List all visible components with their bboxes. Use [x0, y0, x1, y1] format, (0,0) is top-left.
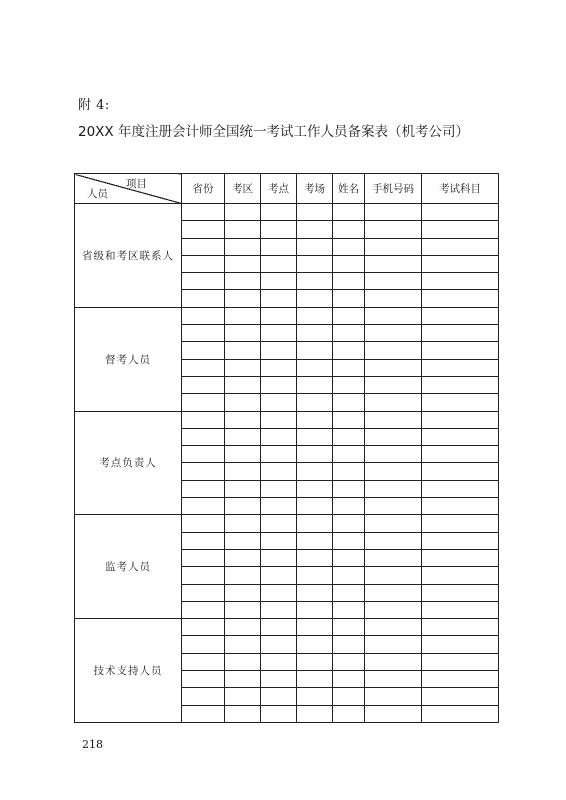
table-cell[interactable] — [261, 359, 297, 376]
table-cell[interactable] — [365, 411, 422, 428]
table-cell[interactable] — [225, 307, 261, 324]
table-cell[interactable] — [225, 238, 261, 255]
table-cell[interactable] — [365, 238, 422, 255]
table-cell[interactable] — [225, 463, 261, 480]
page-number: 218 — [82, 738, 103, 751]
table-cell[interactable] — [365, 619, 422, 636]
table-cell[interactable] — [225, 255, 261, 272]
table-cell[interactable] — [182, 671, 225, 688]
table-cell[interactable] — [333, 221, 365, 238]
table-cell[interactable] — [297, 255, 333, 272]
table-cell[interactable] — [333, 601, 365, 618]
table-cell[interactable] — [225, 653, 261, 670]
column-header-exam-region: 考区 — [225, 174, 261, 204]
table-cell[interactable] — [182, 653, 225, 670]
table-cell[interactable] — [365, 204, 422, 221]
table-cell[interactable] — [365, 515, 422, 532]
table-cell[interactable] — [297, 653, 333, 670]
table-cell[interactable] — [333, 307, 365, 324]
table-cell[interactable] — [225, 705, 261, 722]
table-cell[interactable] — [261, 273, 297, 290]
table-cell[interactable] — [182, 636, 225, 653]
table-cell[interactable] — [365, 480, 422, 497]
table-cell[interactable] — [261, 601, 297, 618]
table-cell[interactable] — [182, 325, 225, 342]
table-row — [75, 515, 499, 532]
table-cell[interactable] — [182, 463, 225, 480]
table-cell[interactable] — [297, 619, 333, 636]
table-cell[interactable] — [261, 238, 297, 255]
table-cell[interactable] — [365, 601, 422, 618]
table-cell[interactable] — [182, 221, 225, 238]
group-label-cell: 考点负责人 — [75, 411, 182, 515]
table-cell[interactable] — [182, 359, 225, 376]
table-cell[interactable] — [261, 221, 297, 238]
table-cell[interactable] — [182, 290, 225, 307]
table-cell[interactable] — [422, 204, 499, 221]
table-cell[interactable] — [182, 255, 225, 272]
table-cell[interactable] — [333, 204, 365, 221]
table-cell[interactable] — [422, 567, 499, 584]
table-cell[interactable] — [225, 619, 261, 636]
table-cell[interactable] — [297, 601, 333, 618]
staff-registration-table — [74, 173, 499, 723]
table-cell[interactable] — [365, 359, 422, 376]
table-cell[interactable] — [365, 376, 422, 393]
table-cell[interactable] — [365, 446, 422, 463]
table-cell[interactable] — [297, 359, 333, 376]
table-cell[interactable] — [261, 515, 297, 532]
table-cell[interactable] — [225, 411, 261, 428]
table-cell[interactable] — [297, 584, 333, 601]
table-cell[interactable] — [261, 325, 297, 342]
table-cell[interactable] — [365, 394, 422, 411]
table-cell[interactable] — [261, 411, 297, 428]
table-cell[interactable] — [422, 307, 499, 324]
table-cell[interactable] — [225, 221, 261, 238]
table-cell[interactable] — [261, 671, 297, 688]
table-cell[interactable] — [261, 653, 297, 670]
table-cell[interactable] — [297, 688, 333, 705]
table-cell[interactable] — [182, 515, 225, 532]
table-cell[interactable] — [422, 601, 499, 618]
table-cell[interactable] — [297, 636, 333, 653]
table-cell[interactable] — [182, 498, 225, 515]
table-cell[interactable] — [422, 515, 499, 532]
table-cell[interactable] — [422, 446, 499, 463]
table-cell[interactable] — [333, 463, 365, 480]
table-cell[interactable] — [261, 480, 297, 497]
table-cell[interactable] — [297, 671, 333, 688]
table-cell[interactable] — [225, 567, 261, 584]
table-cell[interactable] — [333, 325, 365, 342]
group-label-cell: 省级和考区联系人 — [75, 204, 182, 308]
table-cell[interactable] — [333, 636, 365, 653]
table-cell[interactable] — [422, 671, 499, 688]
column-header-phone: 手机号码 — [365, 174, 422, 204]
table-cell[interactable] — [225, 515, 261, 532]
table-cell[interactable] — [261, 376, 297, 393]
table-cell[interactable] — [333, 567, 365, 584]
table-cell[interactable] — [422, 359, 499, 376]
table-cell[interactable] — [261, 204, 297, 221]
table-cell[interactable] — [365, 636, 422, 653]
table-cell[interactable] — [182, 601, 225, 618]
table-cell[interactable] — [333, 394, 365, 411]
table-cell[interactable] — [365, 255, 422, 272]
table-cell[interactable] — [365, 342, 422, 359]
table-cell[interactable] — [422, 290, 499, 307]
table-cell[interactable] — [333, 446, 365, 463]
table-cell[interactable] — [422, 705, 499, 722]
table-cell[interactable] — [297, 705, 333, 722]
table-cell[interactable] — [297, 325, 333, 342]
table-cell[interactable] — [422, 221, 499, 238]
table-cell[interactable] — [182, 411, 225, 428]
table-cell[interactable] — [297, 446, 333, 463]
table-cell[interactable] — [225, 359, 261, 376]
table-cell[interactable] — [333, 619, 365, 636]
table-cell[interactable] — [297, 221, 333, 238]
table-cell[interactable] — [365, 567, 422, 584]
table-cell[interactable] — [422, 463, 499, 480]
table-cell[interactable] — [225, 376, 261, 393]
table-cell[interactable] — [182, 549, 225, 566]
table-cell[interactable] — [182, 480, 225, 497]
table-cell[interactable] — [225, 688, 261, 705]
table-cell[interactable] — [333, 705, 365, 722]
table-cell[interactable] — [333, 359, 365, 376]
table-cell[interactable] — [182, 705, 225, 722]
group-label-cell: 技术支持人员 — [75, 619, 182, 723]
table-cell[interactable] — [333, 428, 365, 445]
table-cell[interactable] — [182, 273, 225, 290]
table-cell[interactable] — [333, 255, 365, 272]
table-cell[interactable] — [333, 584, 365, 601]
table-cell[interactable] — [422, 342, 499, 359]
table-cell[interactable] — [261, 619, 297, 636]
table-cell[interactable] — [297, 549, 333, 566]
table-cell[interactable] — [261, 549, 297, 566]
table-cell[interactable] — [422, 376, 499, 393]
table-cell[interactable] — [297, 376, 333, 393]
table-cell[interactable] — [225, 290, 261, 307]
table-cell[interactable] — [225, 584, 261, 601]
table-cell[interactable] — [182, 376, 225, 393]
table-cell[interactable] — [182, 688, 225, 705]
table-cell[interactable] — [225, 204, 261, 221]
table-cell[interactable] — [261, 636, 297, 653]
table-cell[interactable] — [297, 498, 333, 515]
table-cell[interactable] — [182, 307, 225, 324]
table-header-row — [75, 174, 499, 204]
column-header-name: 姓名 — [333, 174, 365, 204]
table-cell[interactable] — [422, 584, 499, 601]
table-cell[interactable] — [333, 376, 365, 393]
table-cell[interactable] — [225, 273, 261, 290]
table-cell[interactable] — [422, 498, 499, 515]
table-cell[interactable] — [225, 446, 261, 463]
column-header-province: 省份 — [182, 174, 225, 204]
table-cell[interactable] — [297, 273, 333, 290]
table-cell[interactable] — [225, 342, 261, 359]
table-cell[interactable] — [261, 532, 297, 549]
table-cell[interactable] — [422, 394, 499, 411]
table-cell[interactable] — [297, 238, 333, 255]
table-cell[interactable] — [365, 221, 422, 238]
table-cell[interactable] — [182, 619, 225, 636]
table-cell[interactable] — [365, 463, 422, 480]
table-cell[interactable] — [422, 653, 499, 670]
table-cell[interactable] — [333, 411, 365, 428]
group-label-cell: 督考人员 — [75, 307, 182, 411]
table-cell[interactable] — [261, 446, 297, 463]
table-cell[interactable] — [422, 549, 499, 566]
table-cell[interactable] — [182, 532, 225, 549]
table-cell[interactable] — [261, 342, 297, 359]
table-cell[interactable] — [261, 463, 297, 480]
table-cell[interactable] — [333, 515, 365, 532]
table-cell[interactable] — [422, 325, 499, 342]
table-cell[interactable] — [182, 584, 225, 601]
table-cell[interactable] — [333, 273, 365, 290]
table-cell[interactable] — [182, 446, 225, 463]
table-cell[interactable] — [261, 688, 297, 705]
table-cell[interactable] — [422, 255, 499, 272]
table-cell[interactable] — [261, 255, 297, 272]
table-cell[interactable] — [297, 480, 333, 497]
table-cell[interactable] — [365, 671, 422, 688]
table-cell[interactable] — [422, 636, 499, 653]
table-cell[interactable] — [365, 498, 422, 515]
table-cell[interactable] — [297, 428, 333, 445]
table-cell[interactable] — [365, 290, 422, 307]
table-cell[interactable] — [333, 342, 365, 359]
table-cell[interactable] — [365, 549, 422, 566]
table-cell[interactable] — [182, 342, 225, 359]
corner-label-personnel: 人员 — [87, 188, 108, 200]
table-row — [75, 619, 499, 636]
table-cell[interactable] — [297, 204, 333, 221]
table-cell[interactable] — [365, 705, 422, 722]
column-header-subject: 考试科目 — [422, 174, 499, 204]
table-cell[interactable] — [422, 688, 499, 705]
table-cell[interactable] — [297, 342, 333, 359]
table-cell[interactable] — [261, 567, 297, 584]
table-cell[interactable] — [297, 307, 333, 324]
corner-label-item: 项目 — [126, 178, 147, 190]
table-cell[interactable] — [333, 532, 365, 549]
table-cell[interactable] — [225, 671, 261, 688]
corner-header-cell — [75, 174, 182, 204]
table-cell[interactable] — [182, 204, 225, 221]
table-cell[interactable] — [225, 480, 261, 497]
column-header-exam-room: 考场 — [297, 174, 333, 204]
table-cell[interactable] — [297, 394, 333, 411]
table-cell[interactable] — [182, 428, 225, 445]
table-cell[interactable] — [261, 705, 297, 722]
table-cell[interactable] — [297, 532, 333, 549]
table-cell[interactable] — [261, 584, 297, 601]
table-cell[interactable] — [333, 480, 365, 497]
table-cell[interactable] — [261, 498, 297, 515]
table-cell[interactable] — [182, 567, 225, 584]
table-cell[interactable] — [182, 238, 225, 255]
table-cell[interactable] — [422, 428, 499, 445]
table-cell[interactable] — [297, 515, 333, 532]
table-cell[interactable] — [297, 463, 333, 480]
table-cell[interactable] — [225, 601, 261, 618]
document-title: 20XX 年度注册会计师全国统一考试工作人员备案表（机考公司） — [78, 124, 469, 140]
table-cell[interactable] — [365, 307, 422, 324]
table-cell[interactable] — [225, 532, 261, 549]
table-row — [75, 411, 499, 428]
table-cell[interactable] — [261, 394, 297, 411]
table-cell[interactable] — [333, 498, 365, 515]
table-cell[interactable] — [225, 428, 261, 445]
table-cell[interactable] — [422, 532, 499, 549]
table-cell[interactable] — [422, 273, 499, 290]
table-cell[interactable] — [225, 325, 261, 342]
table-cell[interactable] — [225, 549, 261, 566]
table-cell[interactable] — [182, 394, 225, 411]
table-cell[interactable] — [225, 394, 261, 411]
table-cell[interactable] — [333, 549, 365, 566]
table-cell[interactable] — [261, 307, 297, 324]
table-cell[interactable] — [422, 480, 499, 497]
group-label-cell: 监考人员 — [75, 515, 182, 619]
table-cell[interactable] — [365, 428, 422, 445]
table-cell[interactable] — [422, 619, 499, 636]
table-cell[interactable] — [422, 411, 499, 428]
table-cell[interactable] — [297, 290, 333, 307]
column-header-exam-site: 考点 — [261, 174, 297, 204]
table-cell[interactable] — [422, 238, 499, 255]
table-row — [75, 307, 499, 324]
table-cell[interactable] — [365, 532, 422, 549]
table-cell[interactable] — [333, 653, 365, 670]
table-cell[interactable] — [225, 636, 261, 653]
table-row — [75, 204, 499, 221]
table-cell[interactable] — [297, 567, 333, 584]
table-cell[interactable] — [365, 273, 422, 290]
table-cell[interactable] — [333, 238, 365, 255]
table-cell[interactable] — [365, 688, 422, 705]
annex-label: 附 4: — [78, 98, 110, 113]
table-cell[interactable] — [333, 688, 365, 705]
table-cell[interactable] — [333, 671, 365, 688]
table-cell[interactable] — [261, 428, 297, 445]
table-cell[interactable] — [365, 653, 422, 670]
table-cell[interactable] — [297, 411, 333, 428]
table-cell[interactable] — [333, 290, 365, 307]
table-cell[interactable] — [225, 498, 261, 515]
table-cell[interactable] — [365, 325, 422, 342]
table-cell[interactable] — [365, 584, 422, 601]
table-cell[interactable] — [261, 290, 297, 307]
